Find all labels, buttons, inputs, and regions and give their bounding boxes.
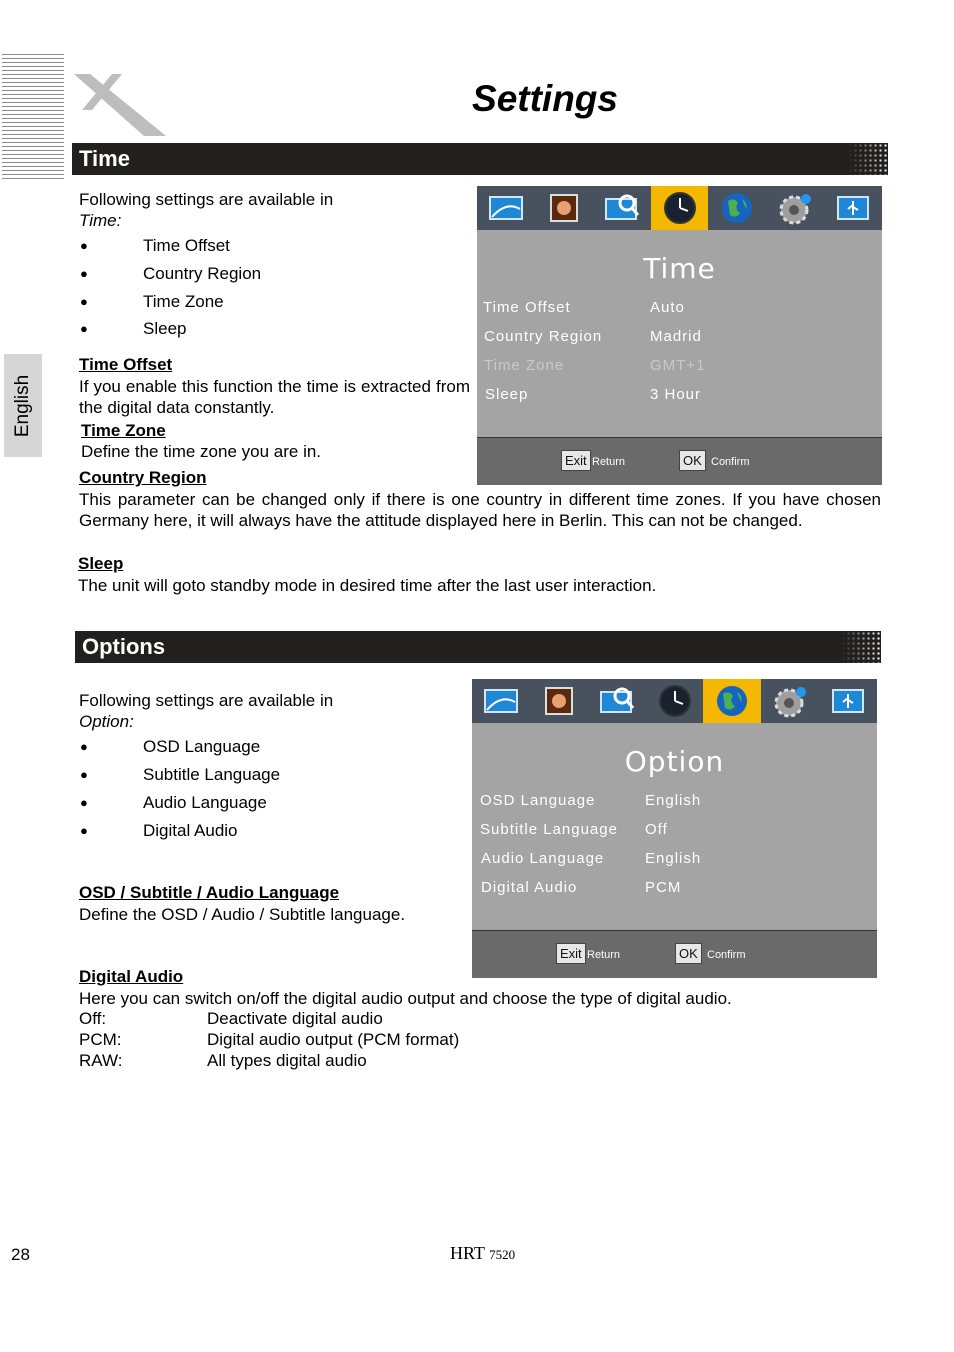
time-bullet-list	[79, 232, 469, 342]
list-item: ● Country Region	[79, 260, 469, 288]
picture-icon[interactable]	[535, 186, 593, 230]
list-item: ● Digital Audio	[79, 817, 469, 844]
time-intro	[79, 189, 469, 231]
list-item: ● OSD Language	[79, 733, 469, 761]
header-dots	[841, 631, 881, 663]
search-channel-icon[interactable]	[593, 186, 651, 230]
time-menu-screenshot	[477, 186, 882, 485]
menu-row-label[interactable]: OSD Language	[480, 792, 596, 809]
exit-key[interactable]: Exit	[556, 943, 586, 964]
country-region-heading: Country Region	[79, 468, 207, 487]
usb-icon[interactable]	[824, 186, 882, 230]
time-section-header	[72, 143, 888, 175]
menu-icon-bar	[472, 679, 877, 723]
definition-term: RAW:	[79, 1051, 123, 1070]
page-title: Settings	[472, 78, 618, 119]
definition-term: Off:	[79, 1009, 107, 1028]
definition-desc: All types digital audio	[207, 1051, 367, 1070]
options-section-title: Options	[82, 634, 166, 659]
option-menu-screenshot	[472, 679, 877, 978]
list-item: ● Time Offset	[79, 232, 469, 260]
option-menu-title: Option	[624, 745, 725, 778]
sleep-body: The unit will goto standby mode in desired time after the last user interaction.	[78, 576, 657, 595]
model-brand: HRT	[450, 1243, 485, 1263]
clock-icon[interactable]	[651, 186, 709, 230]
definition-desc: Deactivate digital audio	[207, 1009, 383, 1028]
time-offset-body: If you enable this function the time is extracted from the digital data constantly.	[79, 377, 470, 417]
menu-row-value: Madrid	[650, 328, 702, 345]
menu-icon-bar	[477, 186, 882, 230]
options-section-header	[75, 631, 881, 663]
menu-row-value: English	[645, 850, 702, 867]
menu-row-label[interactable]: Audio Language	[481, 850, 605, 867]
menu-row-value: Auto	[650, 299, 685, 316]
options-intro	[79, 690, 469, 732]
menu-row-label[interactable]: Country Region	[484, 328, 603, 345]
language-tab-label: English	[12, 374, 33, 437]
ok-key-label: Confirm	[711, 456, 750, 468]
menu-row-label[interactable]: Subtitle Language	[480, 821, 618, 838]
definition-row	[79, 1050, 579, 1071]
menu-row-value: PCM	[645, 879, 682, 896]
definition-row	[79, 1029, 579, 1050]
page-number: 28	[11, 1245, 30, 1264]
monitor-icon[interactable]	[477, 186, 535, 230]
options-intro-line1: Following settings are available in	[79, 691, 334, 710]
exit-key[interactable]: Exit	[561, 450, 591, 471]
time-intro-line2: Time:	[79, 211, 122, 230]
model-name	[450, 1243, 515, 1264]
picture-icon[interactable]	[530, 679, 588, 723]
time-menu-title: Time	[643, 252, 716, 285]
menu-row-label[interactable]: Digital Audio	[481, 879, 578, 896]
time-section-title: Time	[79, 146, 130, 171]
time-zone-body: Define the time zone you are in.	[81, 442, 322, 461]
definition-desc: Digital audio output (PCM format)	[207, 1030, 460, 1049]
language-heading: OSD / Subtitle / Audio Language	[79, 883, 340, 902]
list-item: ● Time Zone	[79, 288, 469, 315]
menu-footer	[477, 437, 882, 485]
usb-icon[interactable]	[819, 679, 877, 723]
monitor-icon[interactable]	[472, 679, 530, 723]
header-dots	[848, 143, 888, 175]
sleep-heading: Sleep	[78, 554, 124, 573]
clock-icon[interactable]	[646, 679, 704, 723]
gear-icon[interactable]	[766, 186, 824, 230]
exit-key-label: Return	[587, 949, 621, 961]
model-number: 7520	[489, 1247, 516, 1262]
time-offset-heading: Time Offset	[79, 355, 173, 374]
ok-key[interactable]: OK	[679, 450, 706, 471]
menu-row-label[interactable]: Sleep	[485, 386, 529, 403]
menu-row-value: Off	[645, 821, 668, 838]
list-item: ● Audio Language	[79, 789, 469, 817]
list-item: ● Sleep	[79, 315, 469, 342]
globe-icon[interactable]	[708, 186, 766, 230]
exit-key-label: Return	[592, 456, 626, 468]
menu-row-label[interactable]: Time Zone	[484, 357, 565, 374]
digital-audio-definitions	[79, 1008, 579, 1071]
digital-audio-body: Here you can switch on/off the digital audio output and choose the type of digital audio.	[79, 989, 732, 1008]
time-intro-line1: Following settings are available in	[79, 190, 334, 209]
menu-footer	[472, 930, 877, 978]
globe-icon[interactable]	[703, 679, 761, 723]
country-region-body: This parameter can be changed only if there is one country in different time zones. If you have chosen Germany here, it will always have the attitude displayed here in Berlin. This can not be changed.	[79, 490, 881, 530]
menu-row-label[interactable]: Time Offset	[483, 299, 571, 316]
options-bullet-list	[79, 733, 469, 844]
menu-row-value: English	[645, 792, 702, 809]
language-body: Define the OSD / Audio / Subtitle language.	[79, 905, 406, 924]
gear-icon[interactable]	[761, 679, 819, 723]
menu-row-value: GMT+1	[650, 357, 706, 374]
digital-audio-heading: Digital Audio	[79, 967, 184, 986]
ok-key[interactable]: OK	[675, 943, 702, 964]
options-intro-line2: Option:	[79, 712, 134, 731]
definition-term: PCM:	[79, 1030, 122, 1049]
language-tab	[4, 354, 42, 457]
definition-row	[79, 1008, 579, 1029]
time-zone-heading: Time Zone	[81, 421, 166, 440]
menu-row-value: 3 Hour	[650, 386, 702, 403]
search-channel-icon[interactable]	[588, 679, 646, 723]
ok-key-label: Confirm	[707, 949, 746, 961]
list-item: ● Subtitle Language	[79, 761, 469, 789]
